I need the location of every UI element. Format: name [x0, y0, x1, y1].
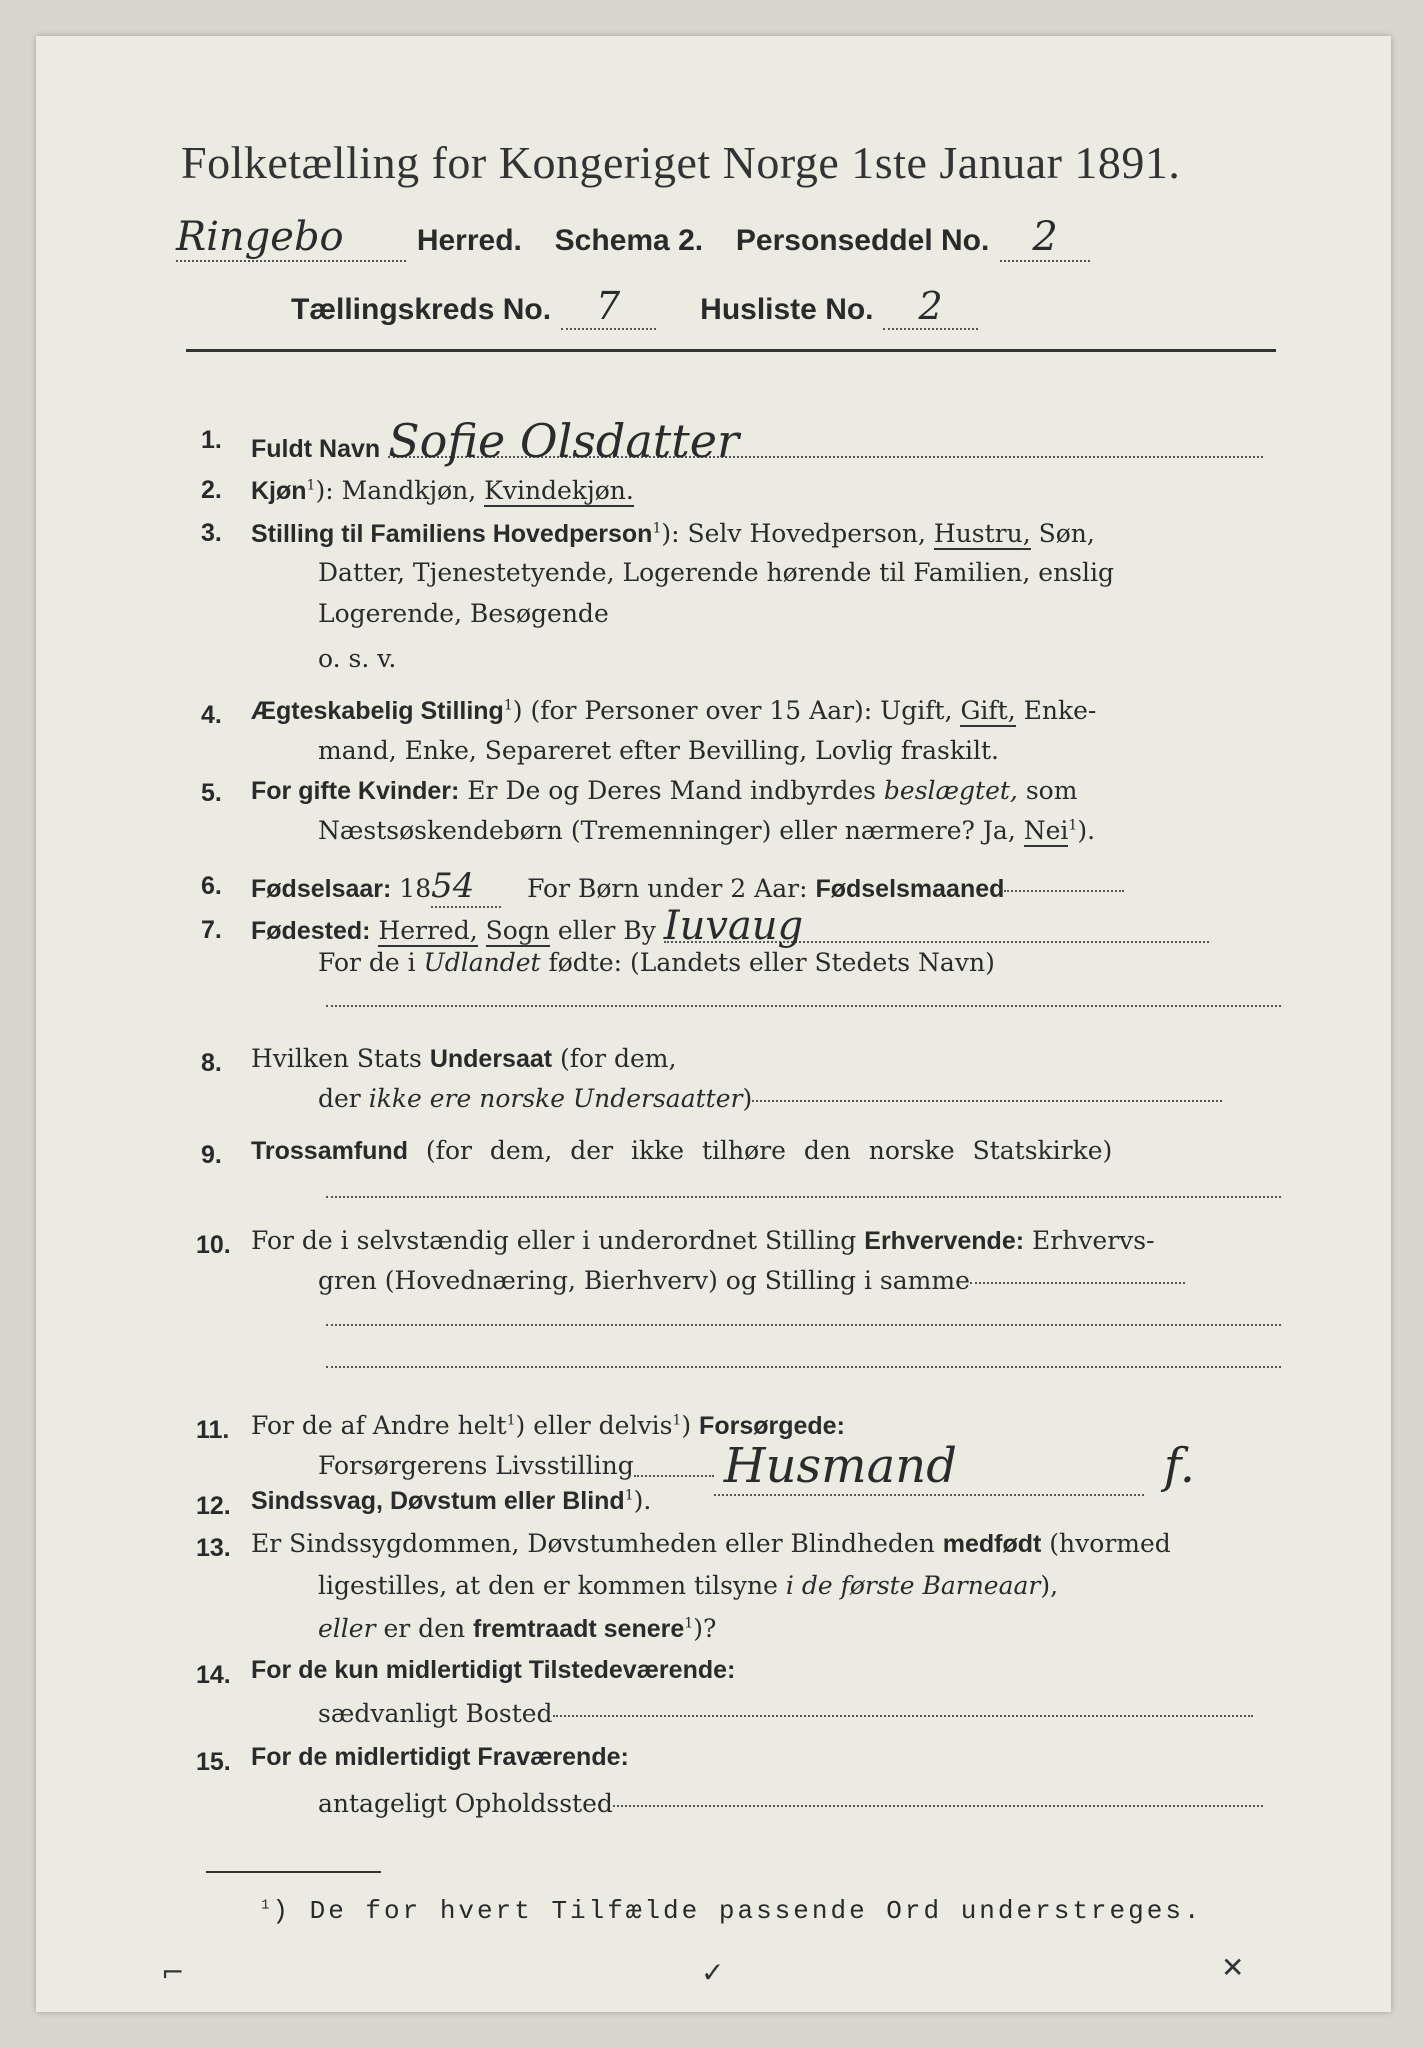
q15-row-2	[318, 1789, 1263, 1818]
q4-text-a: ) (for Personer over 15 Aar): Ugift,	[512, 696, 961, 725]
q2-footnote-mark: 1	[306, 477, 316, 494]
q14-number: 14.	[196, 1661, 231, 1689]
q5-label: For gifte Kvinder:	[251, 777, 460, 805]
q6-number: 6.	[201, 872, 222, 900]
q13-text-2a: ligestilles, at den er kommen tilsyne	[318, 1571, 786, 1600]
q10-row-1	[251, 1226, 1155, 1256]
footnote	[261, 1896, 1203, 1926]
q3-text-a: ): Selv Hovedperson,	[661, 519, 934, 548]
q7-row-1	[251, 903, 1209, 949]
form-title: Folketælling for Kongeriget Norge 1ste Januar 1891.	[181, 137, 1181, 188]
q13-row-1	[251, 1529, 1171, 1559]
q2-number: 2.	[201, 476, 222, 504]
q6-fodselsmaaned: Fødselsmaaned	[815, 875, 1005, 903]
q3-number: 3.	[201, 519, 222, 547]
taellingskreds-line	[291, 284, 978, 330]
q8-text-c: (for dem,	[552, 1044, 677, 1073]
q8-text-2c: )	[742, 1084, 753, 1113]
q10-fill-line-1	[326, 1324, 1281, 1326]
q13-fremtraadt: fremtraadt senere	[473, 1615, 685, 1643]
q11-number: 11.	[196, 1416, 230, 1444]
q10-fill-line-2	[326, 1366, 1281, 1368]
q13-row-2	[318, 1571, 1058, 1600]
q15-fill	[613, 1805, 1263, 1807]
q6-label: Fødselsaar:	[251, 875, 392, 903]
q7-herred-underlined: Herred,	[378, 916, 478, 945]
q4-number: 4.	[201, 701, 222, 729]
husliste-number: 2	[883, 284, 978, 330]
q5-text-2c: ).	[1077, 816, 1096, 845]
personseddel-number: 2	[1000, 214, 1090, 262]
footnote-rule	[206, 1871, 381, 1873]
q13-row-3	[318, 1614, 716, 1644]
q7-fill-line	[326, 1005, 1281, 1007]
q8-fill	[752, 1100, 1222, 1102]
q13-text-3d: )?	[693, 1614, 717, 1643]
q6-row	[251, 866, 1124, 908]
q2-text-a: ): Mandkjøn,	[315, 476, 485, 505]
q5-number: 5.	[201, 779, 222, 807]
q8-ikke-norske: ikke ere norske Undersaatter	[368, 1084, 743, 1113]
q3-hustru-underlined: Hustru,	[933, 519, 1031, 548]
q7-row-2	[318, 948, 995, 977]
q7-text-2a: For de i	[318, 948, 424, 977]
q11-livsstilling-label: Forsørgerens Livsstilling	[318, 1451, 634, 1480]
q5-row-2	[318, 816, 1095, 845]
q4-footnote-mark: 1	[503, 697, 513, 714]
q7-udlandet: Udlandet	[423, 948, 541, 977]
q14-text-2: sædvanligt Bosted	[318, 1699, 553, 1728]
q9-fill-line	[326, 1196, 1281, 1198]
q11-footnote-mark-2: 1	[672, 1412, 682, 1429]
q13-text-a: Er Sindssygdommen, Døvstumheden eller Blindheden	[251, 1529, 943, 1558]
q13-barneaar: i de første Barneaar	[785, 1571, 1041, 1600]
q10-text-c: Erhvervs-	[1024, 1226, 1155, 1255]
q14-fill	[553, 1715, 1253, 1717]
q4-gift-underlined: Gift,	[960, 696, 1016, 725]
personseddel-label: Personseddel No.	[735, 224, 990, 257]
q12-footnote-mark: 1	[624, 1487, 634, 1504]
q10-fill	[970, 1282, 1185, 1284]
herred-label: Herred.	[416, 224, 522, 257]
q8-row-1	[251, 1044, 676, 1074]
q2-label: Kjøn	[251, 477, 307, 505]
q13-text-c: (hvormed	[1041, 1529, 1171, 1558]
q12-number: 12.	[196, 1492, 231, 1520]
q1-number: 1.	[201, 426, 222, 454]
q7-number: 7.	[201, 916, 222, 944]
schema-label: Schema 2.	[554, 224, 704, 257]
q5-text-a: Er De og Deres Mand indbyrdes	[459, 776, 884, 805]
footnote-mark: 1	[261, 1897, 273, 1914]
q9-number: 9.	[201, 1141, 222, 1169]
q10-number: 10.	[196, 1231, 231, 1259]
q5-text-c: som	[1017, 776, 1078, 805]
q1-label: Fuldt Navn	[251, 435, 381, 463]
q11-forsorgede: Forsørgede:	[699, 1412, 845, 1440]
q5-footnote-mark: 1	[1068, 817, 1078, 834]
q12-row	[251, 1486, 651, 1516]
q11-text-c: )	[681, 1411, 700, 1440]
q13-text-2c: ),	[1040, 1571, 1059, 1600]
header-rule	[186, 349, 1276, 352]
q4-label: Ægteskabelig Stilling	[251, 697, 504, 725]
q7-birthplace-answer: Iuvaug	[664, 911, 1209, 943]
q10-row-2	[318, 1266, 1185, 1295]
taellingskreds-number: 7	[561, 284, 656, 330]
q7-label: Fødested:	[251, 917, 371, 945]
q6-fill	[1004, 890, 1124, 892]
q8-text-a: Hvilken Stats	[251, 1044, 430, 1073]
q3-row-3: Logerende, Besøgende	[318, 599, 609, 628]
q7-text-2c: fødte: (Landets eller Stedets Navn)	[540, 948, 995, 977]
q9-label: Trossamfund	[251, 1137, 408, 1165]
q11-footnote-mark-1: 1	[506, 1412, 516, 1429]
punch-mark-center: ✓	[701, 1956, 725, 1989]
q8-text-2a: der	[318, 1084, 369, 1113]
q10-text-2: gren (Hovednæring, Bierhverv) og Stilling i samme	[318, 1266, 970, 1295]
q8-undersaat: Undersaat	[429, 1045, 553, 1073]
q13-text-3b: er den	[375, 1614, 474, 1643]
q5-nei-underlined: Nei	[1023, 816, 1069, 845]
q8-row-2	[318, 1084, 1222, 1113]
q7-text-c: eller By	[549, 916, 656, 945]
q14-row-1: For de kun midlertidigt Tilstedeværende:	[251, 1656, 736, 1684]
herred-line	[176, 214, 1090, 262]
taellingskreds-label: Tællingskreds No.	[291, 293, 552, 326]
q5-text-2a: Næstsøskendebørn (Tremenninger) eller nærmere? Ja,	[318, 816, 1024, 845]
q10-erhvervende: Erhvervende:	[864, 1227, 1025, 1255]
q12-end: ).	[633, 1486, 652, 1515]
q3-row-1	[251, 519, 1095, 549]
q10-text-a: For de i selvstændig eller i underordnet Stilling	[251, 1226, 865, 1255]
q14-row-2	[318, 1699, 1253, 1728]
q13-number: 13.	[196, 1534, 231, 1562]
punch-mark-left: ⌐	[161, 1956, 185, 1989]
q11-fill	[634, 1475, 714, 1477]
q13-footnote-mark: 1	[684, 1615, 694, 1632]
q13-eller: eller	[318, 1614, 376, 1643]
q5-beslaegtet: beslægtet,	[883, 776, 1018, 805]
q11-mark: f.	[1163, 1438, 1196, 1494]
footnote-text: ) De for hvert Tilfælde passende Ord understreges.	[272, 1896, 1203, 1926]
q7-sogn-underlined: Sogn	[485, 916, 550, 945]
q11-provider-answer: Husmand	[714, 1438, 1144, 1496]
herred-handwritten: Ringebo	[176, 214, 406, 262]
q6-text-b: For Børn under 2 Aar:	[527, 874, 816, 903]
q9-text: (for dem, der ikke tilhøre den norske Statskirke)	[407, 1136, 1113, 1165]
q3-row-2: Datter, Tjenestetyende, Logerende hørende til Familien, enslig	[318, 558, 1115, 587]
q5-row-1	[251, 776, 1077, 806]
q12-label: Sindssvag, Døvstum eller Blind	[251, 1487, 625, 1515]
census-form-page	[36, 36, 1391, 2012]
q15-text-2: antageligt Opholdssted	[318, 1789, 613, 1818]
q2-row	[251, 476, 634, 506]
q4-row-1	[251, 696, 1096, 726]
q4-row-2: mand, Enke, Separeret efter Bevilling, Lovlig fraskilt.	[318, 736, 999, 765]
q9-row	[251, 1136, 1112, 1166]
q6-year-handwritten: 54	[431, 866, 501, 908]
husliste-label: Husliste No.	[700, 293, 874, 326]
q4-text-c: Enke-	[1015, 696, 1097, 725]
q2-kvindekjon-underlined: Kvindekjøn.	[484, 476, 634, 505]
q3-footnote-mark: 1	[652, 520, 662, 537]
q15-number: 15.	[196, 1748, 231, 1776]
q1-row	[251, 414, 1263, 468]
q11-text-a: For de af Andre helt	[251, 1411, 507, 1440]
punch-mark-right: ✕	[1221, 1951, 1245, 1984]
q11-text-b: ) eller delvis	[515, 1411, 673, 1440]
q3-row-4: o. s. v.	[318, 644, 397, 673]
q13-medfodt: medfødt	[942, 1530, 1042, 1558]
q3-text-c: Søn,	[1030, 519, 1095, 548]
q8-number: 8.	[201, 1049, 222, 1077]
q15-row-1: For de midlertidigt Fraværende:	[251, 1743, 629, 1771]
q1-name-answer: Sofie Olsdatter	[388, 426, 1263, 458]
q3-label: Stilling til Familiens Hovedperson	[251, 520, 653, 548]
q6-year-prefix: 18	[399, 874, 432, 903]
